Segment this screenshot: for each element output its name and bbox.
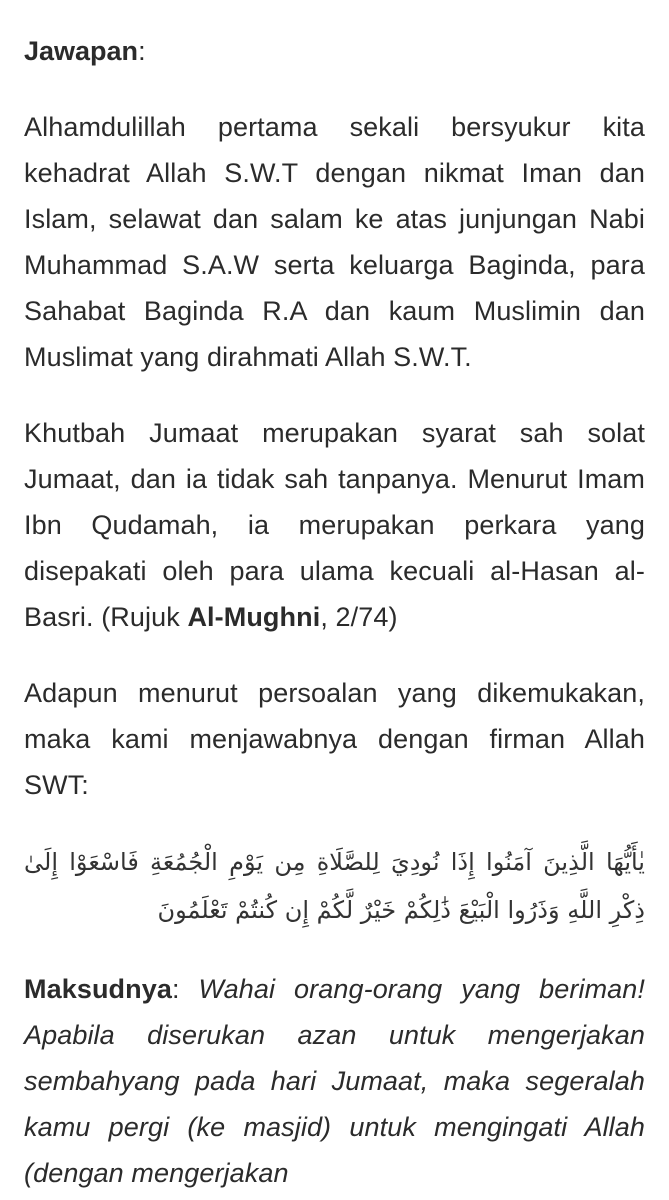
khutbah-paragraph (24, 410, 645, 640)
reference-book-title: Al-Mughni (187, 602, 321, 632)
reference-page: , 2/74) (320, 602, 398, 632)
answer-heading-colon: : (138, 36, 146, 66)
answer-heading-label: Jawapan (24, 36, 139, 66)
quran-verse: يٰأَيُّهَا الَّذِينَ آمَنُوا إِذَا نُودِيَ لِلصَّلَاةِ مِن يَوْمِ الْجُمُعَةِ فَاسْعَوْا إِلَىٰ ذِكْرِ اللَّهِ وَذَرُوا الْبَيْعَ ذَٰلِكُمْ خَيْرٌ لَّكُمْ إِن كُنتُمْ تَعْلَمُونَ (24, 848, 645, 924)
khutbah-text: Khutbah Jumaat merupakan syarat sah solat Jumaat, dan ia tidak sah tanpanya. Menurut Imam Ibn Qudamah, ia merupakan perkara yang disepakati oleh para ulama kecuali al-Hasan al-Basri. (Rujuk (24, 418, 645, 632)
meaning-paragraph (24, 966, 645, 1196)
meaning-label: Maksudnya (24, 974, 172, 1004)
opening-paragraph: Alhamdulillah pertama sekali bersyukur kita kehadrat Allah S.W.T dengan nikmat Iman dan Islam, selawat dan salam ke atas junjungan Nabi Muhammad S.A.W serta keluarga Baginda, para Sahabat Baginda R.A dan kaum Muslimin dan Muslimat yang dirahmati Allah S.W.T. (24, 112, 645, 372)
meaning-text: Wahai orang-orang yang beriman! Apabila diserukan azan untuk mengerjakan sembahyang pada hari Jumaat, maka segeralah kamu pergi (ke masjid) untuk mengingati Allah (dengan mengerjakan (24, 974, 645, 1188)
answer-heading (24, 28, 645, 74)
meaning-separator: : (171, 974, 199, 1004)
question-answer-paragraph: Adapun menurut persoalan yang dikemukakan, maka kami menjawabnya dengan firman Allah SWT: (24, 678, 645, 800)
